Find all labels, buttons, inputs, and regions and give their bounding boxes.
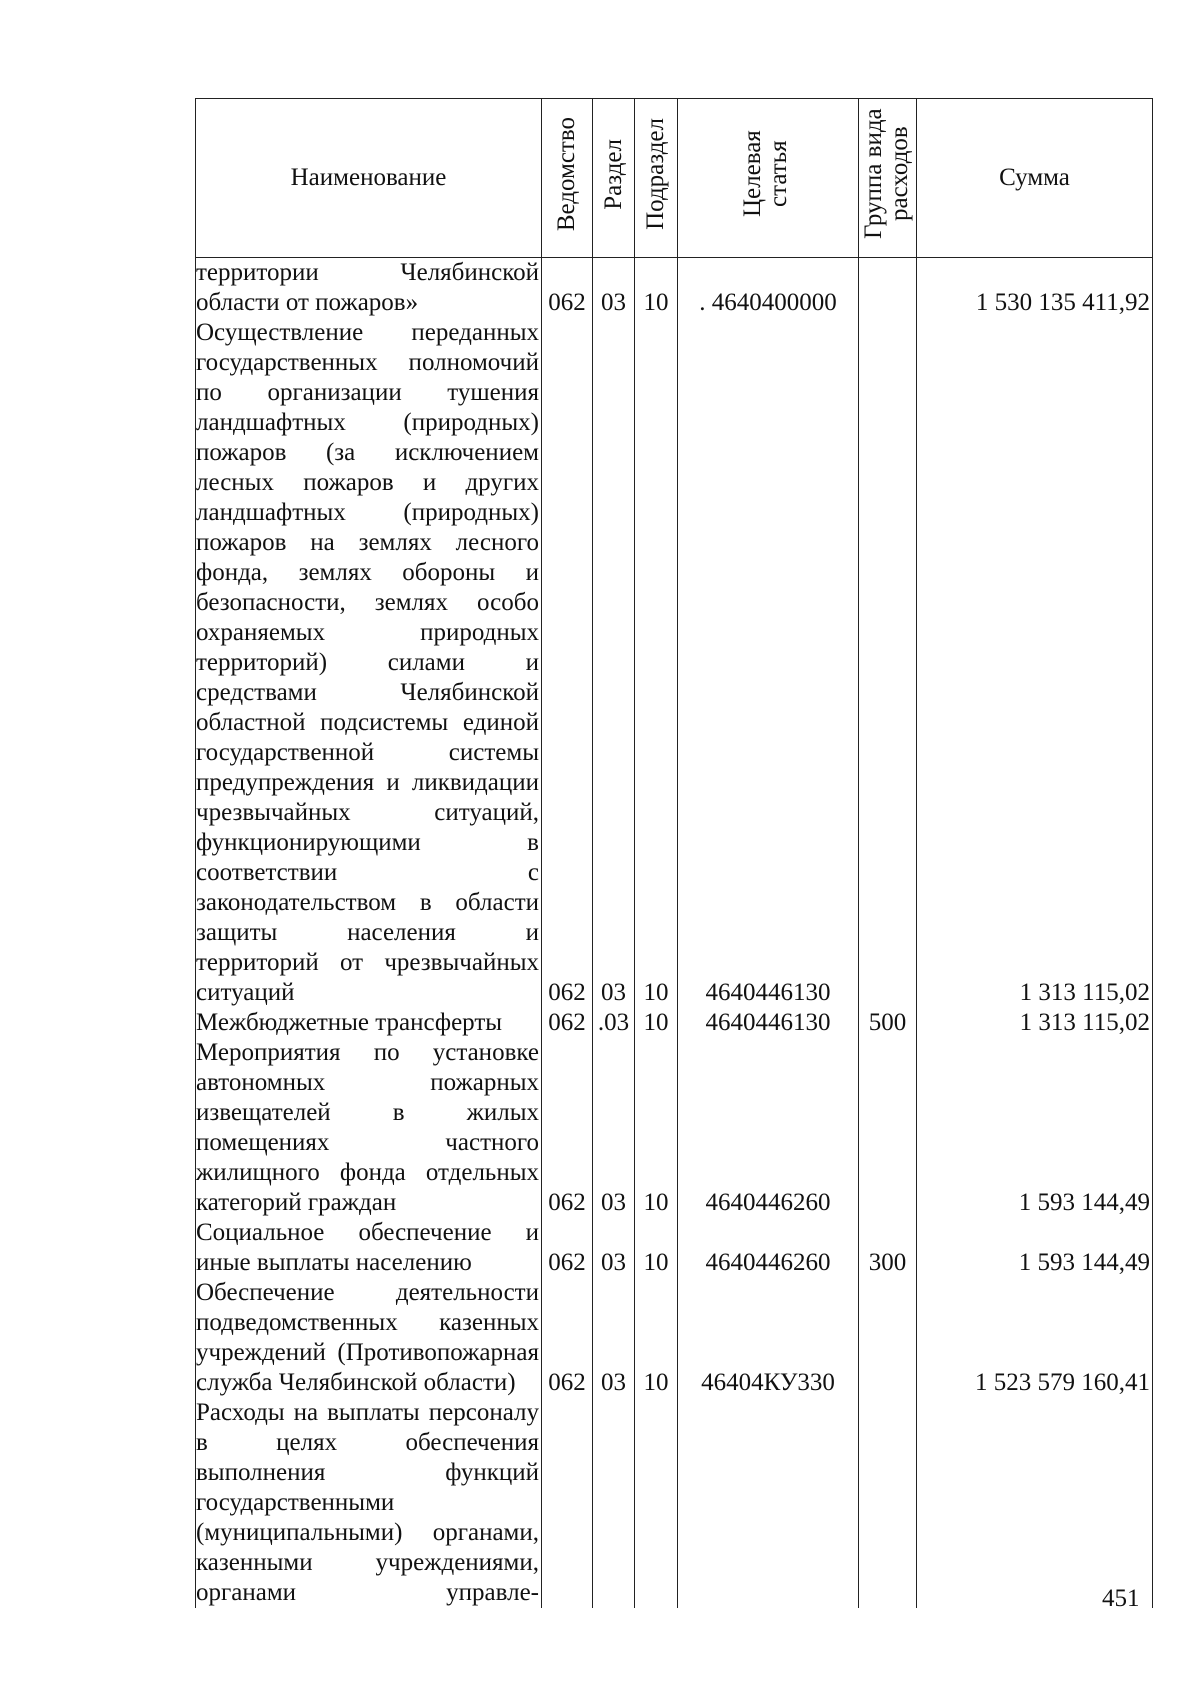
- cell-vedomstvo: 062: [542, 1038, 593, 1218]
- header-podrazdel-label: Подраздел: [642, 118, 669, 230]
- table-header: [196, 99, 1153, 258]
- cell-summa: [917, 1398, 1153, 1608]
- cell-vedomstvo: 062: [542, 258, 593, 319]
- header-name-label: Наименование: [290, 164, 447, 191]
- table-body: [196, 258, 1153, 1609]
- cell-gruppa: [859, 1038, 917, 1218]
- cell-celevaya: 4640446260: [678, 1218, 859, 1278]
- cell-name: Социальное обеспечение и иные выплаты населению: [196, 1218, 542, 1278]
- cell-celevaya: 4640446260: [678, 1038, 859, 1218]
- cell-vedomstvo: 062: [542, 1278, 593, 1398]
- page-number: 451: [1102, 1585, 1140, 1612]
- cell-name: территории Челябинской области от пожаров»: [196, 258, 542, 319]
- cell-razdel: 03: [593, 1038, 635, 1218]
- cell-summa: 1 593 144,49: [917, 1038, 1153, 1218]
- cell-gruppa: 500: [859, 1008, 917, 1038]
- cell-name: Осуществление переданных государственных полномочий по организации тушения ландшафтных (природных) пожаров (за исключением лесных пожаров и других ландшафтных (природных) пожаров на землях лесного фонда, землях обороны и безопасности, землях особо охраняемых природных территорий) силами и средствами Челябинской областной подсистемы единой государственной системы предупреждения и ликвидации чрезвычайных ситуаций, функционирующими в соответствии с законодательством в области защиты населения и территорий от чрезвычайных ситуаций: [196, 318, 542, 1008]
- cell-celevaya: . 4640400000: [678, 258, 859, 319]
- header-celevaya: [678, 99, 859, 258]
- cell-gruppa: [859, 318, 917, 1008]
- header-celevaya-label: Целевая статья: [739, 130, 792, 218]
- cell-name: Мероприятия по установке автономных пожарных извещателей в жилых помещениях частного жилищного фонда отдельных категорий граждан: [196, 1038, 542, 1218]
- cell-summa: 1 523 579 160,41: [917, 1278, 1153, 1398]
- cell-razdel: 03: [593, 318, 635, 1008]
- cell-razdel: 03: [593, 1278, 635, 1398]
- header-razdel-label: Раздел: [599, 138, 627, 210]
- cell-razdel: 03: [593, 258, 635, 319]
- cell-summa: 1 530 135 411,92: [917, 258, 1153, 319]
- cell-summa: 1 313 115,02: [917, 1008, 1153, 1038]
- header-name: [196, 99, 542, 258]
- cell-name: Обеспечение деятельности подведомственных казенных учреждений (Противопожарная служба Челябинской области): [196, 1278, 542, 1398]
- cell-celevaya: [678, 1398, 859, 1608]
- cell-vedomstvo: 062: [542, 1218, 593, 1278]
- cell-razdel: .03: [593, 1008, 635, 1038]
- table-row: [196, 258, 1153, 319]
- table-row: [196, 1398, 1153, 1608]
- cell-razdel: 03: [593, 1218, 635, 1278]
- table-row: [196, 1038, 1153, 1218]
- table-row: [196, 318, 1153, 1008]
- cell-celevaya: 4640446130: [678, 318, 859, 1008]
- cell-podrazdel: 10: [635, 1008, 678, 1038]
- cell-podrazdel: 10: [635, 1038, 678, 1218]
- budget-table: [195, 98, 1153, 1608]
- table-row: [196, 1008, 1153, 1038]
- cell-vedomstvo: 062: [542, 1008, 593, 1038]
- table-row: [196, 1218, 1153, 1278]
- cell-gruppa: [859, 258, 917, 319]
- cell-podrazdel: 10: [635, 318, 678, 1008]
- cell-name: Расходы на выплаты персоналу в целях обеспечения выполнения функций государственными (муниципальными) органами, казенными учреждениями, органами управле-: [196, 1398, 542, 1608]
- cell-podrazdel: 10: [635, 1218, 678, 1278]
- cell-podrazdel: 10: [635, 258, 678, 319]
- cell-celevaya: 46404КУ330: [678, 1278, 859, 1398]
- header-vedomstvo-label: Ведомство: [553, 116, 580, 232]
- cell-razdel: [593, 1398, 635, 1608]
- header-razdel: [593, 99, 635, 258]
- cell-gruppa: 300: [859, 1218, 917, 1278]
- header-summa-label: Сумма: [999, 164, 1070, 191]
- cell-gruppa: [859, 1278, 917, 1398]
- header-gruppa: [859, 99, 917, 258]
- cell-podrazdel: [635, 1398, 678, 1608]
- cell-celevaya: 4640446130: [678, 1008, 859, 1038]
- cell-gruppa: [859, 1398, 917, 1608]
- cell-podrazdel: 10: [635, 1278, 678, 1398]
- cell-name: Межбюджетные трансферты: [196, 1008, 542, 1038]
- cell-summa: 1 313 115,02: [917, 318, 1153, 1008]
- header-gruppa-label: Группа вида расходов: [859, 108, 913, 240]
- cell-vedomstvo: [542, 1398, 593, 1608]
- header-vedomstvo: [542, 99, 593, 258]
- table-row: [196, 1278, 1153, 1398]
- cell-vedomstvo: 062: [542, 318, 593, 1008]
- cell-summa: 1 593 144,49: [917, 1218, 1153, 1278]
- header-summa: [917, 99, 1153, 258]
- header-podrazdel: [635, 99, 678, 258]
